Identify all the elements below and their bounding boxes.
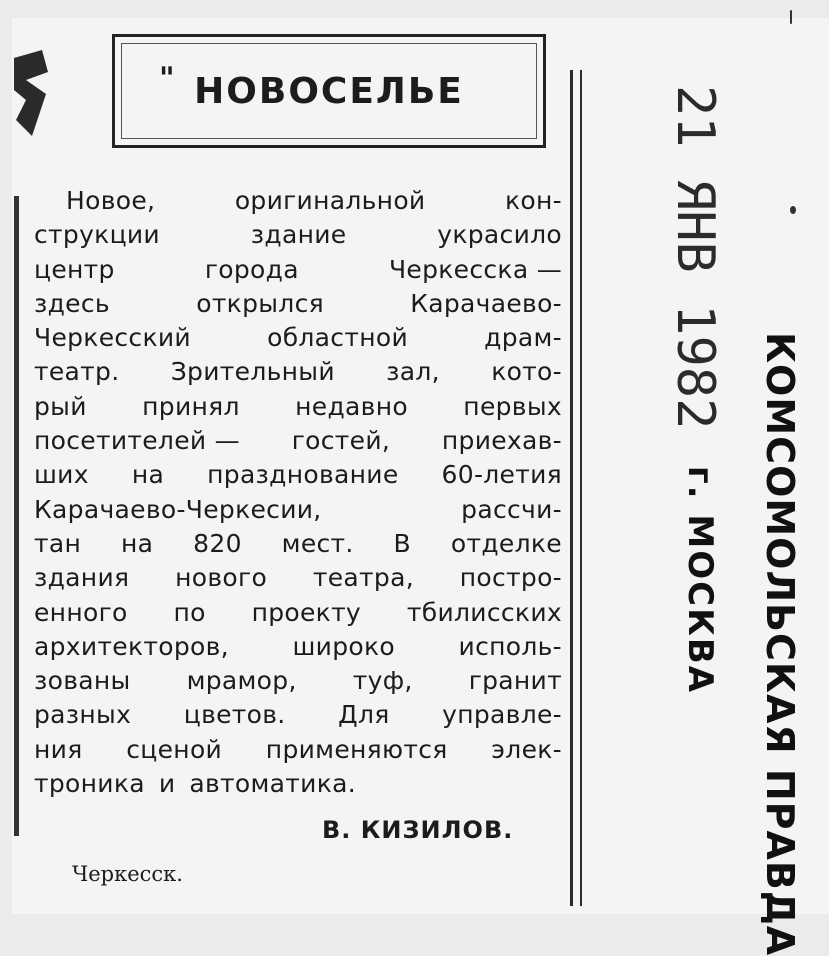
article-line — [34, 664, 562, 698]
city-stamp: г. МОСКВА — [680, 465, 720, 695]
article-word: по — [173, 597, 206, 627]
headline-frame — [112, 34, 546, 148]
article-word: В — [393, 528, 411, 558]
article-line — [34, 527, 562, 561]
column-rule — [570, 70, 573, 906]
article-word: Зрительный — [170, 357, 335, 387]
article-word: 60-летия — [441, 460, 562, 490]
article-word: ших — [34, 460, 89, 490]
article-word: Новое, — [66, 186, 156, 215]
article-body — [34, 184, 562, 801]
article-word: театр. — [34, 357, 120, 387]
ink-speck — [790, 10, 792, 24]
article-word: гостей, — [291, 426, 391, 456]
article-line — [34, 596, 562, 630]
torn-edge-mark — [12, 50, 50, 140]
article-word: украсило — [437, 220, 562, 250]
article-line — [34, 698, 562, 732]
article-word: отделке — [450, 528, 562, 558]
article-word: рассчи- — [461, 494, 562, 524]
article-word: рый — [34, 391, 87, 421]
article-word: применяются — [265, 734, 448, 764]
dateline: Черкесск. — [72, 862, 183, 886]
article-word: оригинальной — [234, 186, 426, 215]
article-word: ния — [34, 734, 83, 764]
article-word: Черкесский — [34, 323, 191, 353]
article-word: цветов. — [183, 700, 286, 730]
article-word: празднование — [207, 460, 399, 490]
article-word: приехав- — [441, 426, 562, 456]
article-word: 820 — [193, 528, 242, 558]
article-word: здание — [250, 220, 347, 250]
article-line — [34, 218, 562, 252]
article-word: здания — [34, 563, 130, 593]
article-word: принял — [142, 391, 240, 421]
article-word: на — [121, 528, 154, 558]
article-word: троника — [34, 769, 145, 799]
article-word: Черкесска — — [388, 254, 562, 284]
article-word: первых — [463, 391, 562, 421]
article-word: здесь — [34, 288, 110, 318]
article-word: енного — [34, 597, 128, 627]
article-word: Для — [338, 700, 390, 730]
article-word: областной — [267, 323, 409, 353]
article-word: автоматика. — [189, 769, 356, 799]
article-margin-rule — [14, 196, 19, 836]
article-word: открылся — [196, 288, 324, 318]
article-word: зал, — [386, 357, 440, 387]
article-line — [34, 321, 562, 355]
article-word: нового — [175, 563, 268, 593]
article-line — [34, 733, 562, 767]
article-line — [34, 253, 562, 287]
article-word: кон- — [505, 186, 562, 215]
article-word: гранит — [468, 666, 562, 696]
article-word: исполь- — [458, 631, 562, 661]
article-word: Карачаево- — [410, 288, 562, 318]
article-line — [34, 184, 562, 218]
article-word: города — [204, 254, 299, 284]
article-word: мрамор, — [186, 666, 297, 696]
article-word: и — [158, 769, 176, 799]
article-word: Карачаево-Черкесии, — [34, 494, 322, 524]
article-word: театра, — [312, 563, 414, 593]
article-word: кото- — [491, 357, 562, 387]
article-word: тан — [34, 528, 82, 558]
headline-quote-mark: " — [159, 61, 175, 96]
article-word: мест. — [281, 528, 354, 558]
article-word: посетителей — — [34, 426, 240, 456]
article-word: центр — [34, 254, 115, 284]
article-word: сценой — [126, 734, 223, 764]
article-line — [34, 390, 562, 424]
article-line — [34, 287, 562, 321]
article-word: управле- — [442, 700, 562, 730]
article-word: элек- — [491, 734, 562, 764]
article-line — [34, 561, 562, 595]
article-line — [34, 630, 562, 664]
article-line — [34, 355, 562, 389]
column-rule-thin — [580, 70, 582, 906]
date-stamp: 21 ЯНВ 1982 — [665, 85, 725, 430]
article-word: постро- — [459, 563, 562, 593]
article-word: разных — [34, 700, 132, 730]
headline: НОВОСЕЛЬЕ — [194, 71, 464, 112]
article-word: проекту — [251, 597, 362, 627]
article-line — [34, 767, 562, 801]
article-word: струкции — [34, 220, 160, 250]
article-line — [34, 458, 562, 492]
article-word: драм- — [484, 323, 562, 353]
article-line — [34, 424, 562, 458]
article-word: тбилисских — [406, 597, 562, 627]
article-word: недавно — [295, 391, 408, 421]
article-word: архитекторов, — [34, 631, 229, 661]
ink-speck — [790, 206, 796, 214]
article-word: зованы — [34, 666, 131, 696]
article-line — [34, 493, 562, 527]
article-word: широко — [292, 631, 395, 661]
article-word: туф, — [352, 666, 413, 696]
newspaper-stamp: КОМСОМОЛЬСКАЯ ПРАВДА — [758, 332, 802, 956]
article-word: на — [131, 460, 165, 490]
byline: В. КИЗИЛОВ. — [322, 816, 514, 844]
